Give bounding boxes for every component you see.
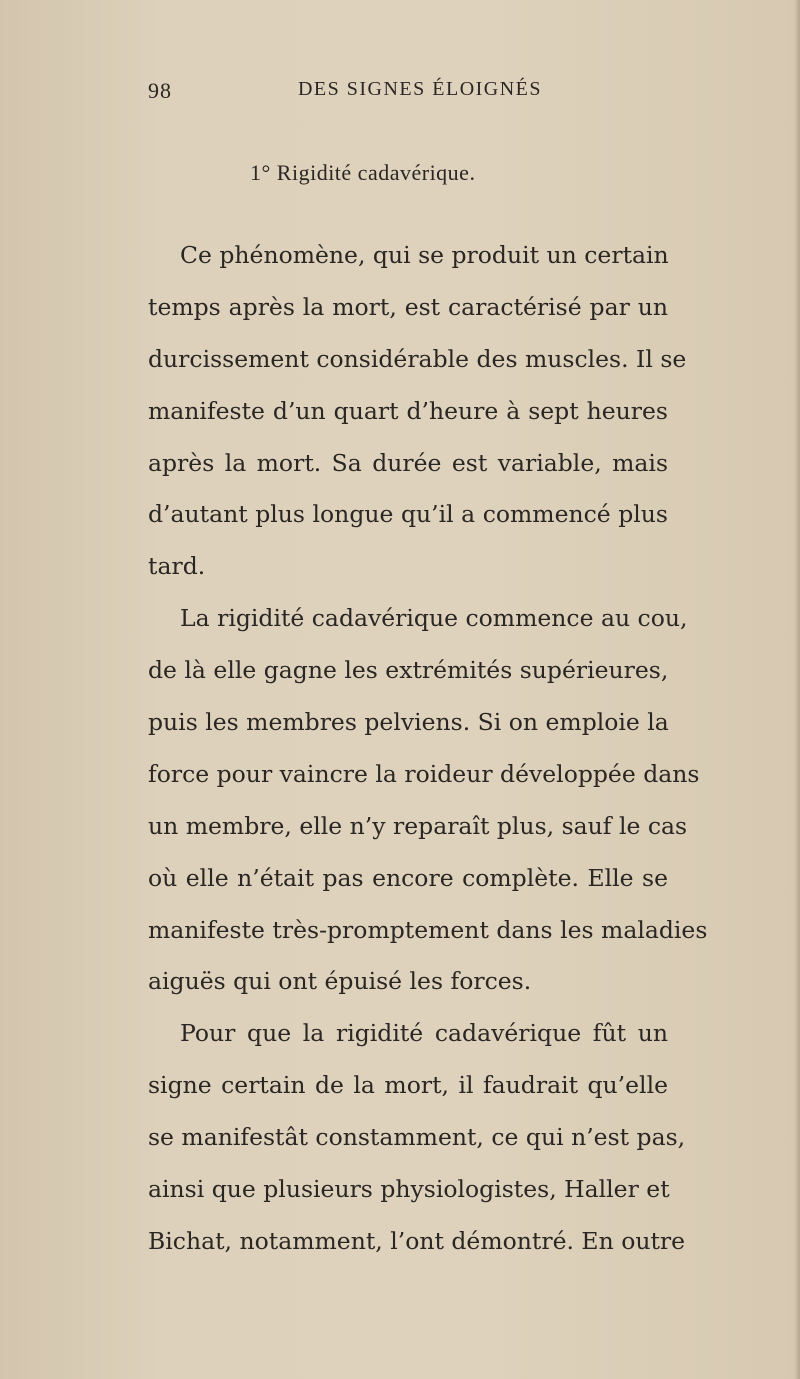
text-line: manifeste très-promptement dans les maladies bbox=[148, 915, 708, 944]
section-title: 1° Rigidité cadavérique. bbox=[250, 160, 476, 185]
text-line: puis les membres pelviens. Si on emploie la bbox=[148, 708, 669, 737]
running-head: DES SIGNES ÉLOIGNÉS bbox=[297, 78, 543, 100]
text-line: un membre, elle n’y reparaît plus, sauf le cas bbox=[148, 811, 688, 840]
text-line: se manifestât constamment, ce qui n’est pas, bbox=[148, 1123, 686, 1152]
page-number: 98 bbox=[148, 78, 172, 103]
text-line: aiguës qui ont épuisé les forces. bbox=[148, 967, 532, 996]
text-line: signe certain de la mort, il faudrait qu’elle bbox=[148, 1071, 668, 1100]
text-line: d’autant plus longue qu’il a commencé plus bbox=[148, 500, 668, 529]
page-header bbox=[148, 78, 668, 108]
text-line: manifeste d’un quart d’heure à sept heures bbox=[148, 396, 668, 425]
body-text bbox=[148, 230, 708, 1268]
text-line: La rigidité cadavérique commence au cou, bbox=[180, 604, 688, 633]
text-line: durcissement considérable des muscles. Il se bbox=[148, 344, 687, 373]
text-line: après la mort. Sa durée est variable, mais bbox=[148, 448, 668, 477]
page-edge-shadow bbox=[794, 0, 800, 1379]
text-line: tard. bbox=[148, 552, 206, 581]
text-line: temps après la mort, est caractérisé par un bbox=[148, 292, 668, 321]
text-line: Bichat, notamment, l’ont démontré. En outre bbox=[148, 1226, 686, 1255]
text-line: où elle n’était pas encore complète. Elle se bbox=[148, 863, 668, 892]
text-line: ainsi que plusieurs physiologistes, Haller et bbox=[148, 1175, 670, 1204]
text-line: Ce phénomène, qui se produit un certain bbox=[180, 241, 669, 269]
text-line: force pour vaincre la roideur développée dans bbox=[148, 759, 700, 788]
text-line: de là elle gagne les extrémités supérieures, bbox=[148, 656, 669, 685]
text-line: Pour que la rigidité cadavérique fût un bbox=[180, 1019, 668, 1048]
